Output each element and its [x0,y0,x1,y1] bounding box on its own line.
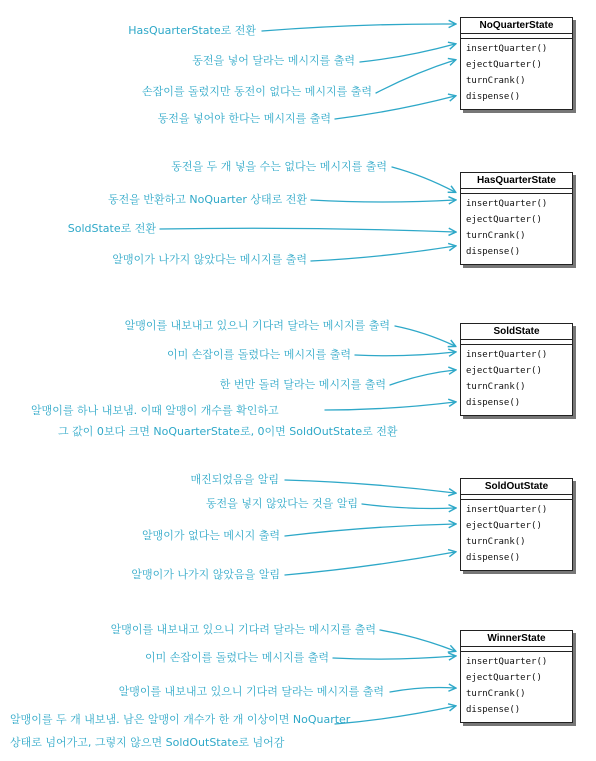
annotation-arrow [392,167,455,192]
annotation: 손잡이를 돌렸지만 동전이 없다는 메시지를 출력 [141,85,372,98]
annotation-arrow [285,524,455,536]
annotation: 알맹이를 두 개 내보냄. 남은 알맹이 개수가 한 개 이상이면 NoQuarter [10,713,351,726]
annotation: 동전을 두 개 넣을 수는 없다는 메시지를 출력 [171,160,387,173]
annotation-arrow [285,552,455,575]
annotation: 그 값이 0보다 크면 NoQuarterState로, 0이면 SoldOutState로 전환 [58,425,398,438]
class-name: SoldState [461,324,572,340]
annotation-arrow [376,60,455,93]
annotation: 상태로 넘어가고, 그렇지 않으면 SoldOutState로 넘어감 [10,736,285,749]
annotation-arrow [335,706,455,724]
annotation-arrow [160,228,455,232]
annotation: 동전을 반환하고 NoQuarter 상태로 전환 [108,193,307,206]
annotation-arrow [362,504,455,509]
annotation: HasQuarterState로 전환 [128,24,256,37]
annotation: 동전을 넣어 달라는 메시지를 출력 [192,54,355,67]
method: ejectQuarter() [466,673,542,683]
methods-compartment [461,39,572,109]
methods-compartment [461,345,572,415]
annotation-arrow [285,480,455,493]
class-name: HasQuarterState [461,173,572,189]
method: insertQuarter() [466,505,548,515]
class-box-soldstate [460,323,573,416]
annotation-arrow [395,326,455,346]
method: dispense() [466,398,521,408]
annotation-arrow [380,630,455,651]
method: ejectQuarter() [466,215,542,225]
method: dispense() [466,705,521,715]
annotation: 알맹이가 나가지 않았음을 알림 [131,568,280,581]
annotation: 알맹이가 나가지 않았다는 메시지를 출력 [112,253,307,266]
method: turnCrank() [466,537,526,547]
class-name: SoldOutState [461,479,572,495]
annotation: 이미 손잡이를 돌렸다는 메시지를 출력 [144,651,329,664]
annotation: 이미 손잡이를 돌렸다는 메시지를 출력 [166,348,351,361]
annotation: 알맹이를 하나 내보냄. 이때 알맹이 개수를 확인하고 [31,404,279,417]
annotation: 동전을 넣어야 한다는 메시지를 출력 [157,112,331,125]
annotation-arrow [311,246,455,261]
annotation: 알맹이를 내보내고 있으니 기다려 달라는 메시지를 출력 [124,319,390,332]
class-name: WinnerState [461,631,572,647]
method: ejectQuarter() [466,521,542,531]
annotation-arrow [333,656,455,659]
annotation-arrow [360,44,455,62]
annotation-arrow [262,24,455,31]
method: dispense() [466,553,521,563]
method: insertQuarter() [466,657,548,667]
method: turnCrank() [466,76,526,86]
method: turnCrank() [466,382,526,392]
class-box-winnerstate [460,630,573,723]
annotation: 알맹이를 내보내고 있으니 기다려 달라는 메시지를 출력 [118,685,384,698]
method: dispense() [466,92,521,102]
method: insertQuarter() [466,44,548,54]
method: ejectQuarter() [466,366,542,376]
annotation-arrow [335,96,455,119]
method: dispense() [466,247,521,257]
methods-compartment [461,194,572,264]
method: turnCrank() [466,689,526,699]
class-box-noquarterstate [460,17,573,110]
annotation-arrow [311,200,455,202]
class-box-hasquarterstate [460,172,573,265]
methods-compartment [461,500,572,570]
annotation-arrow [325,402,455,410]
class-name: NoQuarterState [461,18,572,34]
annotation: 한 번만 돌려 달라는 메시지를 출력 [219,378,386,391]
annotation: 알맹이를 내보내고 있으니 기다려 달라는 메시지를 출력 [110,623,376,636]
annotation: 동전을 넣지 않았다는 것을 알림 [205,497,358,510]
annotation-arrow [355,352,455,356]
method: insertQuarter() [466,350,548,360]
method: turnCrank() [466,231,526,241]
annotation: 알맹이가 없다는 메시지 출력 [141,529,280,542]
method: ejectQuarter() [466,60,542,70]
annotation: 매진되었음을 알림 [190,473,279,486]
methods-compartment [461,652,572,722]
annotation: SoldState로 전환 [67,222,156,235]
class-box-soldoutstate [460,478,573,571]
annotation-arrow [390,370,455,385]
annotation-arrow [390,688,455,693]
method: insertQuarter() [466,199,548,209]
